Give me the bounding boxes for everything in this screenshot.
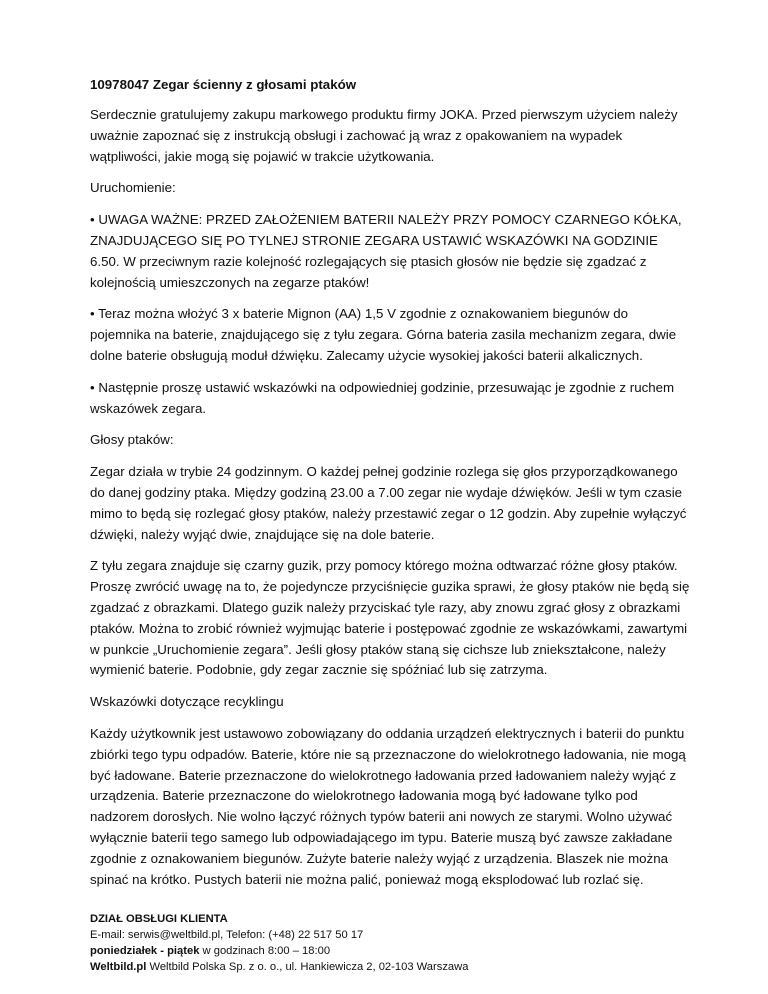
footer-address: Weltbild Polska Sp. z o. o., ul. Hankiewicza 2, 02-103 Warszawa bbox=[146, 960, 469, 973]
startup-warning-bullet: • UWAGA WAŻNE: PRZED ZAŁOŻENIEM BATERII NALEŻY PRZY POMOCY CZARNEGO KÓŁKA, ZNAJDUJĄCEGO SIĘ PO TYLNEJ STRONIE ZEGARA USTAWIĆ WSKAZÓWKI NA GODZINIE 6.50. W przeciwnym razie kolejność rozlegających się ptasich głosów nie będzie się zgadzać z kolejnością umieszczonych na zegarze ptaków! bbox=[90, 212, 682, 290]
set-hands-bullet: • Następnie proszę ustawić wskazówki na odpowiedniej godzinie, przesuwając je zgodnie z ruchem wskazówek zegara. bbox=[90, 379, 675, 416]
document-page bbox=[90, 76, 690, 975]
footer-heading: DZIAŁ OBSŁUGI KLIENTA bbox=[90, 913, 228, 926]
customer-service-footer bbox=[90, 912, 690, 975]
intro-paragraph: Serdecznie gratulujemy zakupu markowego produktu firmy JOKA. Przed pierwszym użyciem należy uważnie zapoznać się z instrukcją obsługi i zachować ją wraz z opakowaniem na wypadek wątpliwości, jakie mogą się pojawić w trakcie użytkowania. bbox=[90, 107, 678, 164]
footer-hours-line bbox=[90, 944, 690, 960]
section-heading-startup: Uruchomienie: bbox=[90, 180, 176, 196]
section-heading-recycling: Wskazówki dotyczące recyklingu bbox=[90, 694, 284, 710]
section-heading-bird-voices: Głosy ptaków: bbox=[90, 432, 174, 448]
footer-hours: w godzinach 8:00 – 18:00 bbox=[199, 944, 331, 957]
footer-address-line bbox=[90, 960, 690, 976]
footer-contact: E-mail: serwis@weltbild.pl, Telefon: (+48) 22 517 50 17 bbox=[90, 929, 364, 942]
recycling-paragraph: Każdy użytkownik jest ustawowo zobowiązany do oddania urządzeń elektrycznych i baterii do punktu zbiórki tego typu odpadów. Baterie, które nie są przeznaczone do wielokrotnego ładowania, nie mogą być ładowane. Baterie przeznaczone do wielokrotnego ładowania przed ładowaniem należy wyjąć z urządzenia. Baterie przeznaczone do wielokrotnego ładowania mogą być ładowane tylko pod nadzorem dorosłych. Nie wolno łączyć różnych typów baterii ani nowych ze starymi. Wolno używać wyłącznie baterii tego samego lub odpowiadającego im typu. Baterie muszą być zawsze zakładane zgodnie z oznakowaniem biegunów. Zużyte baterie należy wyjąć z urządzenia. Blaszek nie można spinać na krótko. Pustych baterii nie można palić, ponieważ mogą eksplodować lub rozlać się. bbox=[90, 725, 686, 887]
bird-voices-paragraph-1: Zegar działa w trybie 24 godzinnym. O każdej pełnej godzinie rozlega się głos przyporządkowanego do danej godziny ptaka. Między godziną 23.00 a 7.00 zegar nie wydaje dźwięków. Jeśli w tym czasie mimo to będą się rozlegać głosy ptaków, należy przestawić zegar o 12 godzin. Aby zupełnie wyłączyć dźwięki, należy wyjąć dwie, znajdujące się na dole baterie. bbox=[90, 464, 687, 542]
batteries-bullet: • Teraz można włożyć 3 x baterie Mignon (AA) 1,5 V zgodnie z oznakowaniem biegunów do pojemnika na baterie, znajdującego się z tyłu zegara. Górna bateria zasila mechanizm zegara, dwie dolne baterie obsługują moduł dźwięku. Zalecamy użycie wysokiej jakości baterii alkalicznych. bbox=[90, 306, 677, 363]
bird-voices-paragraph-2: Z tyłu zegara znajduje się czarny guzik, przy pomocy którego można odtwarzać różne głosy ptaków. Proszę zwrócić uwagę na to, że pojedyncze przyciśnięcie guzika sprawi, że głosy ptaków nie będą się zgadzać z obrazkami. Dlatego guzik należy przyciskać tyle razy, aby znowu zgrać głosy z obrazkami ptaków. Można to zrobić również wyjmując baterie i postępować zgodnie ze wskazówkami, zawartymi w punkcie „Uruchomienie zegara”. Jeśli głosy ptaków staną się cichsze lub zniekształcone, należy wymienić baterie. Podobnie, gdy zegar zacznie się spóźniać lub się zatrzyma. bbox=[90, 558, 690, 678]
document-title: 10978047 Zegar ścienny z głosami ptaków bbox=[90, 77, 357, 92]
footer-brand: Weltbild.pl bbox=[90, 960, 147, 973]
footer-days: poniedziałek - piątek bbox=[90, 944, 200, 957]
